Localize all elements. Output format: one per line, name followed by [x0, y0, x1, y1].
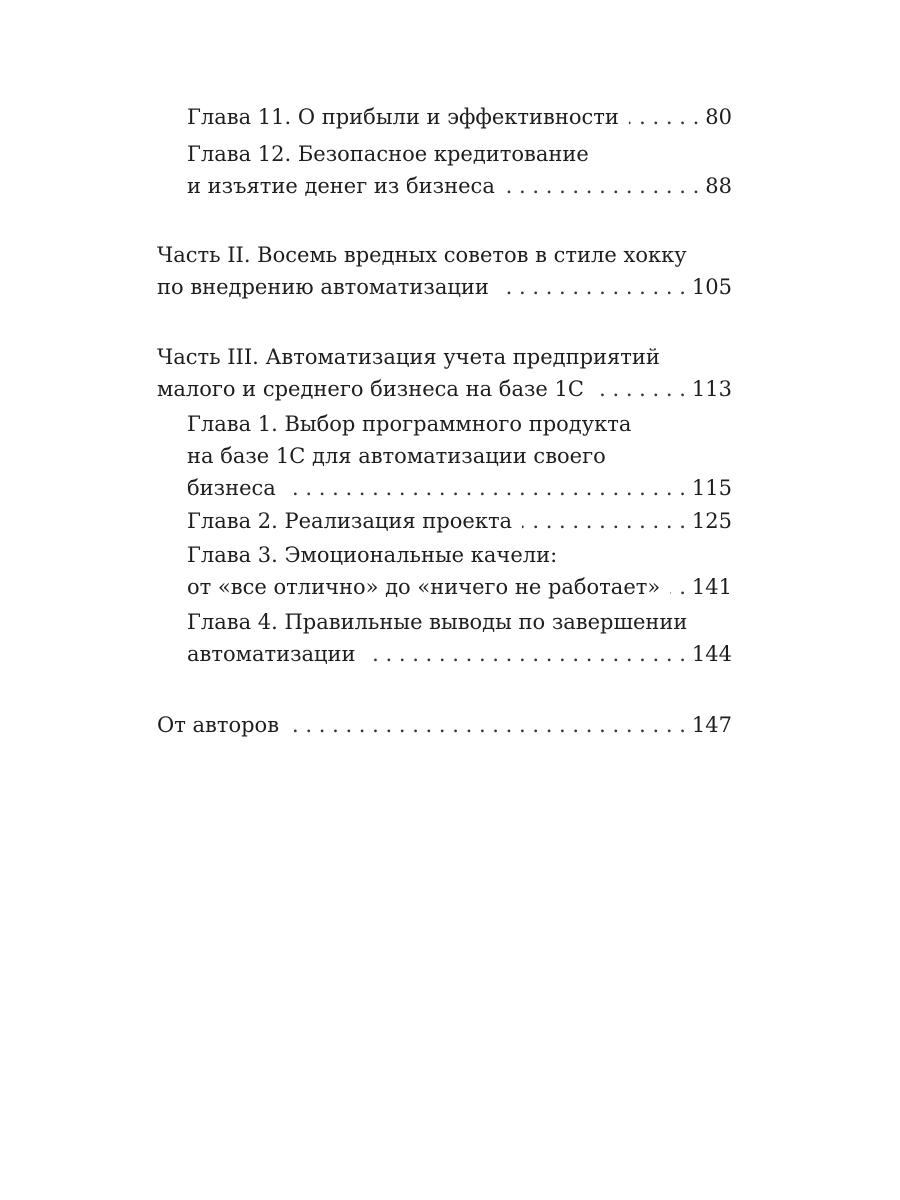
toc-entry-part-3 — [157, 341, 732, 405]
toc-entry-title: Глава 11. О прибыли и эффективности — [187, 105, 619, 129]
toc-entry-title: Глава 1. Выбор программного продукта — [187, 412, 632, 436]
toc-page-number: 113 — [691, 377, 732, 401]
dot-leader — [366, 638, 686, 670]
toc-entry-chapter-4 — [187, 606, 732, 670]
dot-leader — [629, 101, 699, 133]
toc-entry-chapter-11 — [187, 101, 732, 133]
dot-leader — [289, 709, 686, 741]
toc-page-number: 88 — [705, 174, 732, 198]
toc-entry-title: От авторов — [157, 713, 280, 737]
toc-entry-title: Глава 2. Реализация проекта — [187, 509, 513, 533]
toc-page-number: 80 — [705, 105, 732, 129]
toc-entry-title: Часть II. Восемь вредных советов в стиле хокку — [157, 243, 687, 267]
dot-leader — [670, 571, 686, 603]
dot-leader — [594, 373, 686, 405]
toc-entry-chapter-3 — [187, 539, 732, 603]
toc-entry-chapter-12 — [187, 138, 732, 202]
dot-leader — [505, 170, 699, 202]
toc-entry-chapter-1 — [187, 408, 732, 504]
toc-entry-title: Часть III. Автоматизация учета предприятий — [157, 345, 660, 369]
toc-entry-title-continued: на базе 1С для автоматизации своего — [187, 444, 606, 468]
toc-entry-part-2 — [157, 239, 732, 303]
toc-entry-title: Глава 12. Безопасное кредитование — [187, 142, 589, 166]
toc-entry-title-continued: бизнеса — [187, 476, 276, 500]
toc-entry-title-continued: и изъятие денег из бизнеса — [187, 174, 495, 198]
toc-entry-title-continued: по внедрению автоматизации — [157, 275, 489, 299]
toc-entry-chapter-2 — [187, 505, 732, 537]
toc-page-number: 147 — [691, 713, 732, 737]
toc-page-number: 144 — [691, 642, 732, 666]
toc-entry-from-authors — [157, 709, 732, 741]
dot-leader — [286, 472, 686, 504]
toc-entry-title-continued: малого и среднего бизнеса на базе 1С — [157, 377, 584, 401]
dot-leader — [522, 505, 686, 537]
toc-entry-title: Глава 4. Правильные выводы по завершении — [187, 610, 688, 634]
toc-page-number: 105 — [691, 275, 732, 299]
toc-entry-title: Глава 3. Эмоциональные качели: — [187, 543, 558, 567]
toc-entry-title-continued: от «все отлично» до «ничего не работает» — [187, 575, 661, 599]
toc-page-number: 125 — [691, 509, 732, 533]
toc-page-number: 115 — [691, 476, 732, 500]
toc-page-number: 141 — [691, 575, 732, 599]
dot-leader — [499, 271, 686, 303]
toc-entry-title-continued: автоматизации — [187, 642, 356, 666]
